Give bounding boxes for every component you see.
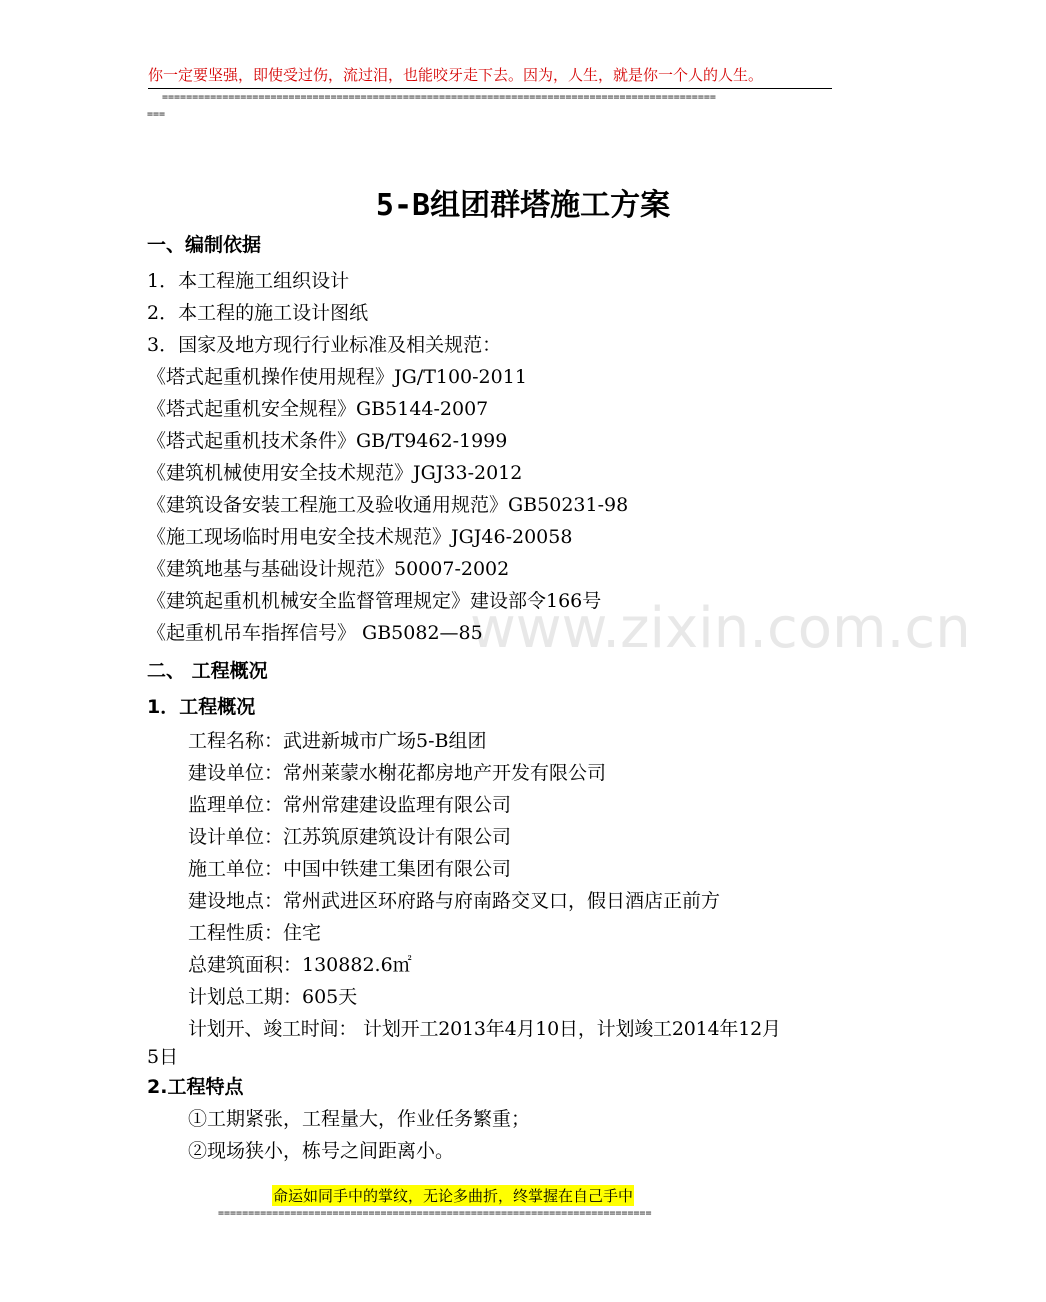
detail-item-wrap: 5日 [147,1046,179,1068]
standard-item: 《建筑机械使用安全技术规范》JGJ33-2012 [147,462,523,484]
overview-subheading: 1．工程概况 [147,696,256,718]
watermark: www.zixin.com.cn [470,596,971,661]
feature-item: ①工期紧张，工程量大，作业任务繁重； [188,1108,531,1130]
standard-item: 《起重机吊车指挥信号》 GB5082—85 [147,622,483,644]
detail-item: 工程名称：武进新城市广场5-B组团 [188,730,487,752]
header-motto: 你一定要坚强，即使受过伤，流过泪，也能咬牙走下去。因为，人生，就是你一个人的人生。 [148,66,764,84]
section2-heading: 二、 工程概况 [147,660,268,682]
feature-item: ②现场狭小，栋号之间距离小。 [188,1140,455,1162]
standard-item: 《建筑设备安装工程施工及验收通用规范》GB50231-98 [147,494,629,516]
detail-item: 计划总工期：605天 [188,986,358,1008]
detail-item: 总建筑面积：130882.6㎡ [188,954,412,976]
standard-item: 《塔式起重机操作使用规程》JG/T100-2011 [147,366,527,388]
detail-item: 建设单位：常州莱蒙水榭花都房地产开发有限公司 [188,762,607,784]
standard-item: 《塔式起重机技术条件》GB/T9462-1999 [147,430,508,452]
basis-item: 1．本工程施工组织设计 [147,270,350,292]
standard-item: 《建筑起重机机械安全监督管理规定》建设部令166号 [147,590,602,612]
footer-rule: ======================================================================== [218,1208,652,1219]
footer-motto: 命运如同手中的掌纹，无论多曲折，终掌握在自己手中 [273,1187,634,1205]
basis-item: 3．国家及地方现行行业标准及相关规范： [147,334,502,356]
header-divider [148,88,832,89]
standard-item: 《施工现场临时用电安全技术规范》JGJ46-20058 [147,526,573,548]
features-subheading: 2.工程特点 [147,1076,244,1098]
detail-item: 设计单位：江苏筑原建筑设计有限公司 [188,826,512,848]
basis-item: 2．本工程的施工设计图纸 [147,302,369,324]
section1-heading: 一、编制依据 [147,234,262,256]
header-rule-tail: === [147,109,166,120]
standard-item: 《建筑地基与基础设计规范》50007-2002 [147,558,510,580]
page-title: 5-B组团群塔施工方案 [375,188,671,223]
detail-item: 监理单位：常州常建建设监理有限公司 [188,794,512,816]
detail-item: 施工单位：中国中铁建工集团有限公司 [188,858,512,880]
standard-item: 《塔式起重机安全规程》GB5144-2007 [147,398,489,420]
header-rule: ============================================================================================ [162,92,716,103]
detail-item: 计划开、竣工时间： 计划开工2013年4月10日，计划竣工2014年12月 [188,1018,781,1040]
detail-item: 工程性质：住宅 [188,922,322,944]
detail-item: 建设地点：常州武进区环府路与府南路交叉口，假日酒店正前方 [188,890,721,912]
